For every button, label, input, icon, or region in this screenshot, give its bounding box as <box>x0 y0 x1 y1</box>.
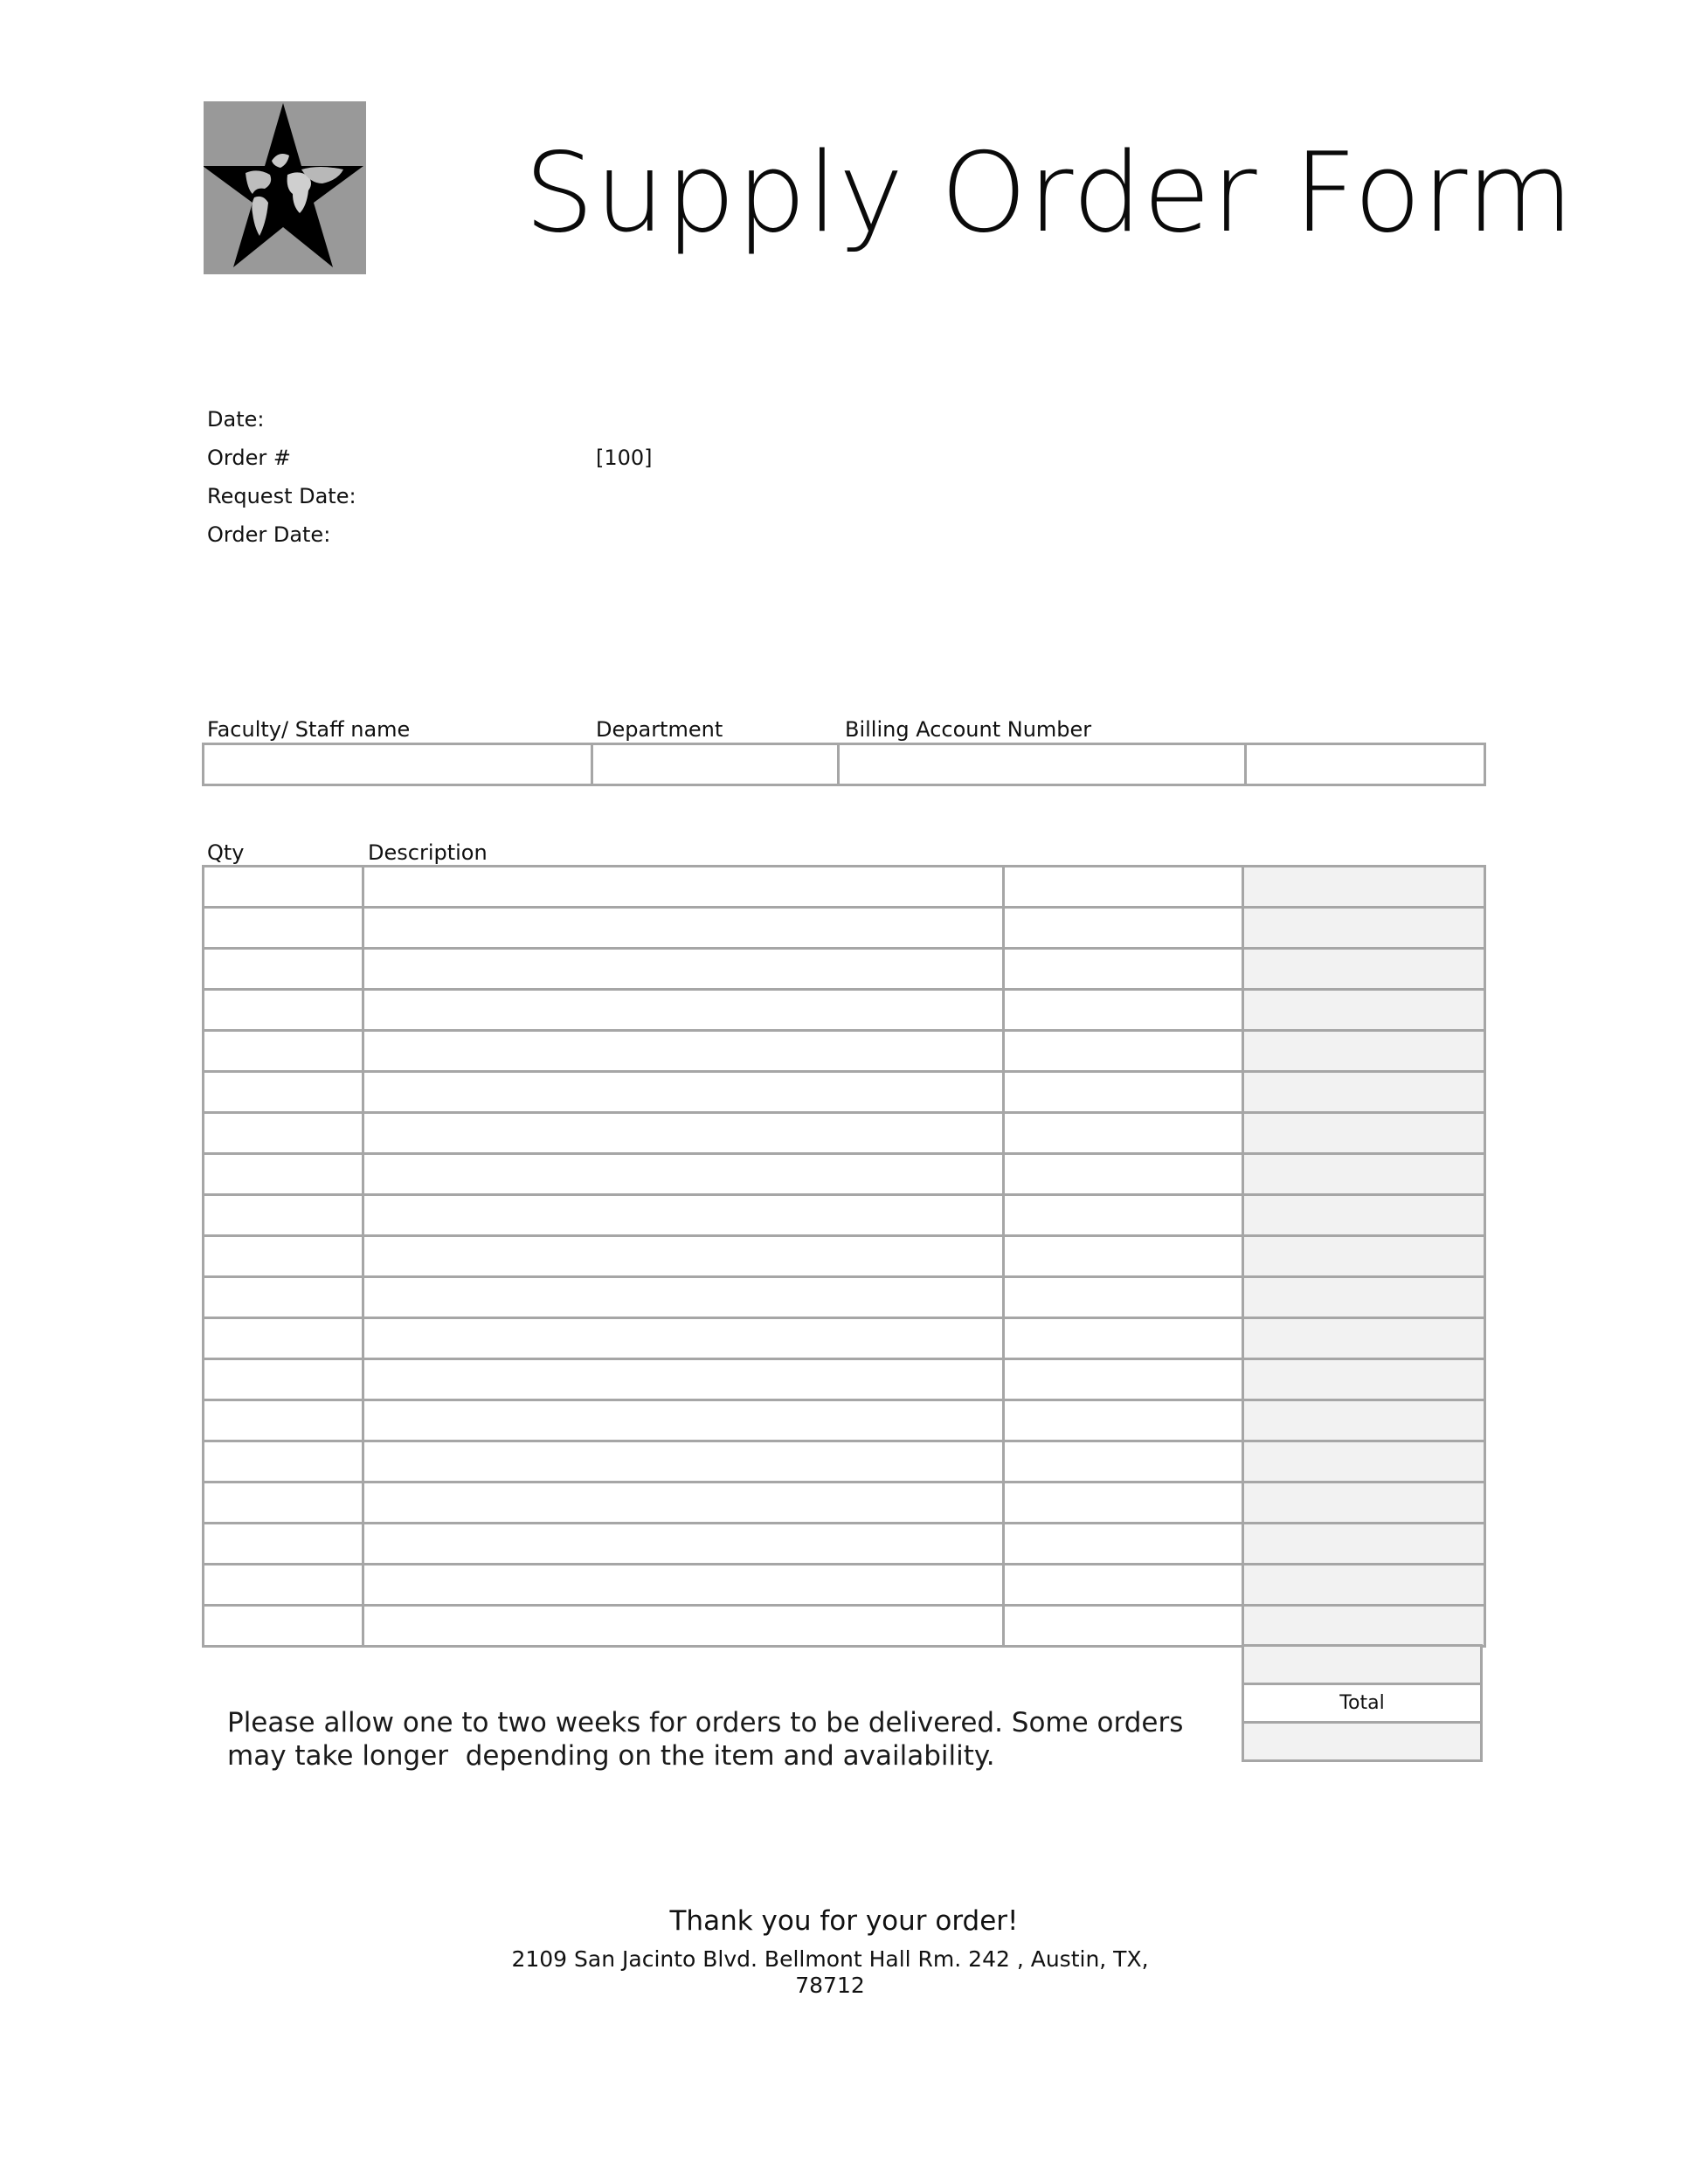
table-row <box>204 1318 1485 1359</box>
price-field[interactable] <box>1004 1318 1243 1359</box>
description-field[interactable] <box>363 949 1004 990</box>
order-number-value: [100] <box>596 446 653 470</box>
amount-field[interactable] <box>1243 1113 1485 1154</box>
table-row <box>204 908 1485 949</box>
table-row <box>204 949 1485 990</box>
price-field[interactable] <box>1004 1031 1243 1072</box>
price-field[interactable] <box>1004 949 1243 990</box>
qty-field[interactable] <box>204 990 363 1031</box>
price-field[interactable] <box>1004 908 1243 949</box>
price-field[interactable] <box>1004 1154 1243 1195</box>
description-field[interactable] <box>363 1400 1004 1441</box>
address: 2109 San Jacinto Blvd. Bellmont Hall Rm. 242 , Austin, TX, 78712 <box>511 1946 1149 1998</box>
price-field[interactable] <box>1004 1441 1243 1482</box>
amount-field[interactable] <box>1243 867 1485 908</box>
table-row <box>204 1072 1485 1113</box>
total-value-field[interactable] <box>1243 1723 1482 1761</box>
amount-field[interactable] <box>1243 1277 1485 1318</box>
staff-row <box>204 744 1485 785</box>
amount-field[interactable] <box>1243 908 1485 949</box>
table-row <box>204 1482 1485 1524</box>
billing-account-number-header: Billing Account Number <box>845 717 1092 742</box>
request-date-label: Request Date: <box>207 484 356 508</box>
amount-field[interactable] <box>1243 1524 1485 1565</box>
table-row <box>204 1113 1485 1154</box>
description-field[interactable] <box>363 908 1004 949</box>
price-field[interactable] <box>1004 1524 1243 1565</box>
date-label: Date: <box>207 407 265 432</box>
qty-field[interactable] <box>204 1318 363 1359</box>
amount-field[interactable] <box>1243 1606 1485 1647</box>
qty-field[interactable] <box>204 1031 363 1072</box>
table-row <box>204 1441 1485 1482</box>
star-world-map-icon <box>204 101 366 274</box>
qty-header: Qty <box>207 840 245 865</box>
amount-field[interactable] <box>1243 1482 1485 1524</box>
faculty-staff-name-header: Faculty/ Staff name <box>207 717 411 742</box>
description-field[interactable] <box>363 1482 1004 1524</box>
qty-field[interactable] <box>204 1400 363 1441</box>
page-title: Supply Order Form <box>524 128 1574 257</box>
table-row <box>204 1195 1485 1236</box>
description-field[interactable] <box>363 1072 1004 1113</box>
staff-extra-field[interactable] <box>1246 744 1485 785</box>
description-field[interactable] <box>363 1441 1004 1482</box>
qty-field[interactable] <box>204 1154 363 1195</box>
description-header: Description <box>368 840 488 865</box>
price-field[interactable] <box>1004 1113 1243 1154</box>
amount-field[interactable] <box>1243 1072 1485 1113</box>
qty-field[interactable] <box>204 1236 363 1277</box>
amount-field[interactable] <box>1243 1359 1485 1400</box>
total-label: Total <box>1243 1684 1482 1723</box>
order-date-label: Order Date: <box>207 522 331 547</box>
qty-field[interactable] <box>204 1195 363 1236</box>
table-row <box>204 1031 1485 1072</box>
amount-field[interactable] <box>1243 1154 1485 1195</box>
amount-field[interactable] <box>1243 1031 1485 1072</box>
description-field[interactable] <box>363 1606 1004 1647</box>
price-field[interactable] <box>1004 1606 1243 1647</box>
price-field[interactable] <box>1004 990 1243 1031</box>
staff-table <box>202 743 1486 786</box>
description-field[interactable] <box>363 867 1004 908</box>
price-field[interactable] <box>1004 1482 1243 1524</box>
description-field[interactable] <box>363 1359 1004 1400</box>
items-table <box>202 865 1486 1648</box>
description-field[interactable] <box>363 990 1004 1031</box>
table-row <box>204 867 1485 908</box>
subtotal-value-field[interactable] <box>1243 1646 1482 1684</box>
price-field[interactable] <box>1004 1236 1243 1277</box>
table-row <box>204 1565 1485 1606</box>
thank-you-message: Thank you for your order! <box>669 1905 1019 1937</box>
totals-table <box>1242 1644 1483 1762</box>
description-field[interactable] <box>363 1236 1004 1277</box>
price-field[interactable] <box>1004 1072 1243 1113</box>
billing-account-number-field[interactable] <box>839 744 1246 785</box>
price-field[interactable] <box>1004 867 1243 908</box>
qty-field[interactable] <box>204 1441 363 1482</box>
qty-field[interactable] <box>204 1565 363 1606</box>
amount-field[interactable] <box>1243 949 1485 990</box>
department-header: Department <box>596 717 723 742</box>
amount-field[interactable] <box>1243 1195 1485 1236</box>
amount-field[interactable] <box>1243 1236 1485 1277</box>
amount-field[interactable] <box>1243 1441 1485 1482</box>
qty-field[interactable] <box>204 908 363 949</box>
delivery-note-line-1: Please allow one to two weeks for orders to be delivered. Some orders <box>227 1707 1184 1738</box>
amount-field[interactable] <box>1243 1400 1485 1441</box>
delivery-note <box>227 1706 1206 1773</box>
qty-field[interactable] <box>204 1482 363 1524</box>
table-row <box>204 1236 1485 1277</box>
qty-field[interactable] <box>204 1606 363 1647</box>
faculty-staff-name-field[interactable] <box>204 744 592 785</box>
table-row <box>204 1359 1485 1400</box>
description-field[interactable] <box>363 1031 1004 1072</box>
logo <box>204 101 366 274</box>
description-field[interactable] <box>363 1195 1004 1236</box>
amount-field[interactable] <box>1243 1565 1485 1606</box>
description-field[interactable] <box>363 1277 1004 1318</box>
description-field[interactable] <box>363 1318 1004 1359</box>
price-field[interactable] <box>1004 1565 1243 1606</box>
amount-field[interactable] <box>1243 990 1485 1031</box>
qty-field[interactable] <box>204 1277 363 1318</box>
description-field[interactable] <box>363 1113 1004 1154</box>
price-field[interactable] <box>1004 1400 1243 1441</box>
qty-field[interactable] <box>204 867 363 908</box>
qty-field[interactable] <box>204 1359 363 1400</box>
delivery-note-line-2: may take longer depending on the item and availability. <box>227 1740 995 1772</box>
description-field[interactable] <box>363 1524 1004 1565</box>
price-field[interactable] <box>1004 1359 1243 1400</box>
table-row <box>204 1606 1485 1647</box>
table-row <box>204 1400 1485 1441</box>
price-field[interactable] <box>1004 1277 1243 1318</box>
price-field[interactable] <box>1004 1195 1243 1236</box>
table-row <box>204 1524 1485 1565</box>
table-row <box>204 1277 1485 1318</box>
amount-field[interactable] <box>1243 1318 1485 1359</box>
qty-field[interactable] <box>204 1524 363 1565</box>
table-row <box>204 1154 1485 1195</box>
description-field[interactable] <box>363 1565 1004 1606</box>
order-number-label: Order # <box>207 446 291 470</box>
qty-field[interactable] <box>204 1113 363 1154</box>
qty-field[interactable] <box>204 949 363 990</box>
department-field[interactable] <box>592 744 839 785</box>
table-row <box>204 990 1485 1031</box>
qty-field[interactable] <box>204 1072 363 1113</box>
description-field[interactable] <box>363 1154 1004 1195</box>
